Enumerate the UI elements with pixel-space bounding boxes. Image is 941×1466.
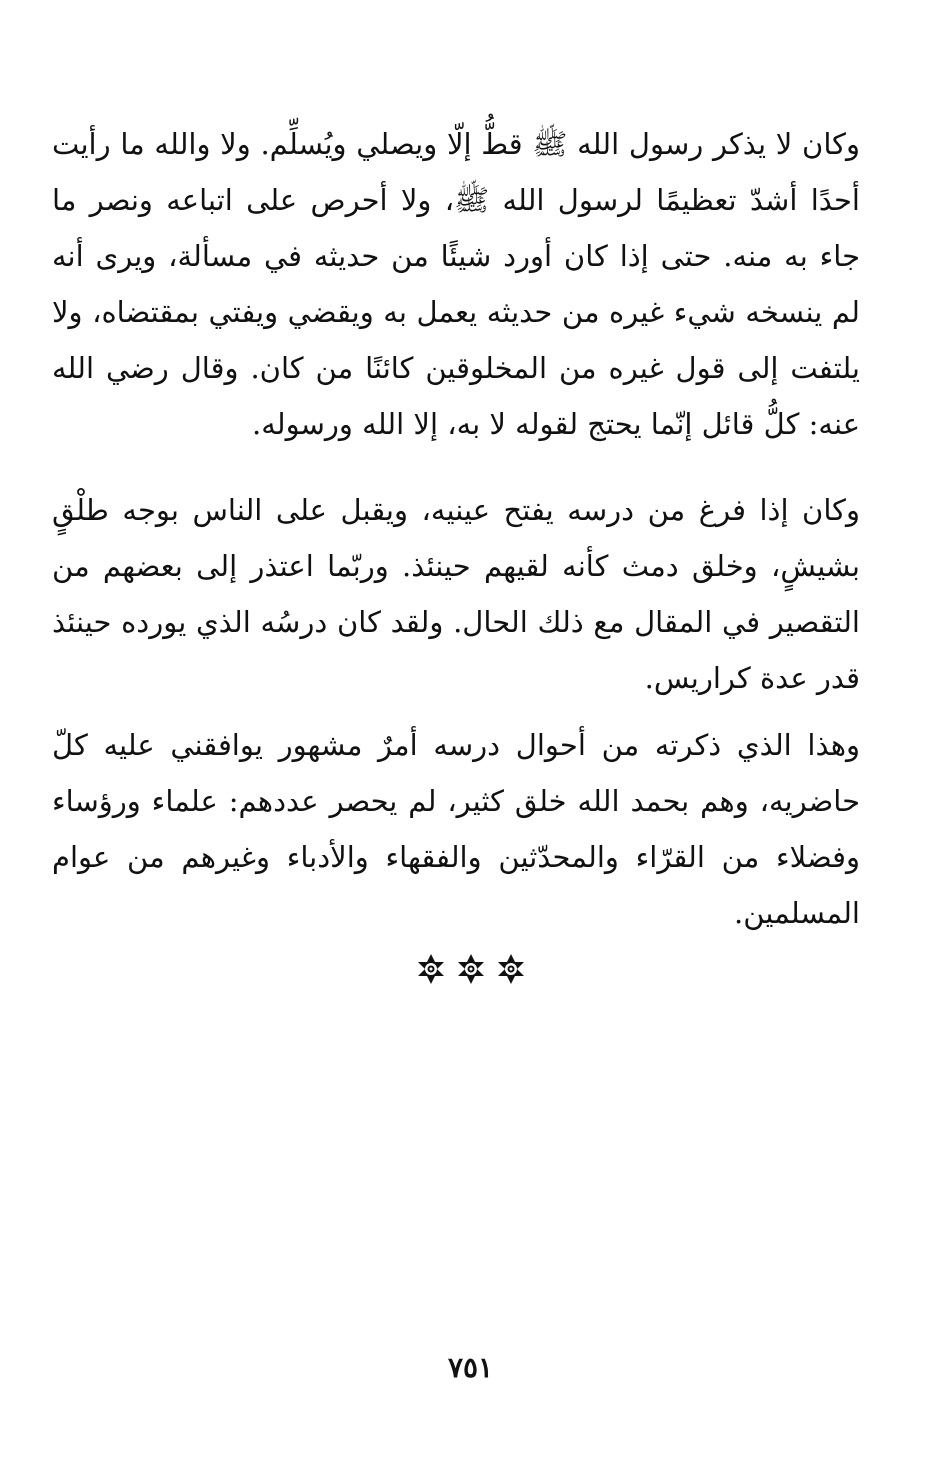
page-number: ٧٥١ [447, 1351, 494, 1384]
paragraph-3: وهذا الذي ذكرته من أحوال درسه أمرٌ مشهور يوافقني عليه كلّ حاضريه، وهم بحمد الله خلق كثير، لم يحصر عددهم: علماء ورؤساء وفضلاء من القرّاء والمحدّثين والفقهاء والأدباء وغيرهم من عوام المسلمين. [52, 728, 861, 930]
flower-ornament-icon [417, 953, 445, 985]
paragraph-2: وكان إذا فرغ من درسه يفتح عينيه، ويقبل على الناس بوجه طلْقٍ بشيشٍ، وخلق دمث كأنه لقيهم حينئذ. وربّما اعتذر إلى بعضهم من التقصير في المقال مع ذلك الحال. ولقد كان درسُه الذي يورده حينئذ قدر عدة كراريس. [52, 493, 860, 695]
paragraph-1: وكان لا يذكر رسول الله ﷺ قطُّ إلّا ويصلي ويُسلِّم. ولا والله ما رأيت أحدًا أشدّ تعظيمًا لرسول الله ﷺ، ولا أحرص على اتباعه ونصر ما جاء به منه. حتى إذا كان أورد شيئًا من حديثه في مسألة، ويرى أنه لم ينسخه شيء غيره من حديثه يعمل به ويقضي ويفتي بمقتضاه، ولا يلتفت إلى قول غيره من المخلوقين كائنًا من كان. وقال رضي الله عنه: كلُّ قائل إنّما يحتج لقوله لا به، إلا الله ورسوله. [52, 127, 860, 441]
section-divider [0, 953, 941, 989]
flower-ornament-icon [457, 953, 485, 985]
flower-ornament-icon [497, 953, 525, 985]
